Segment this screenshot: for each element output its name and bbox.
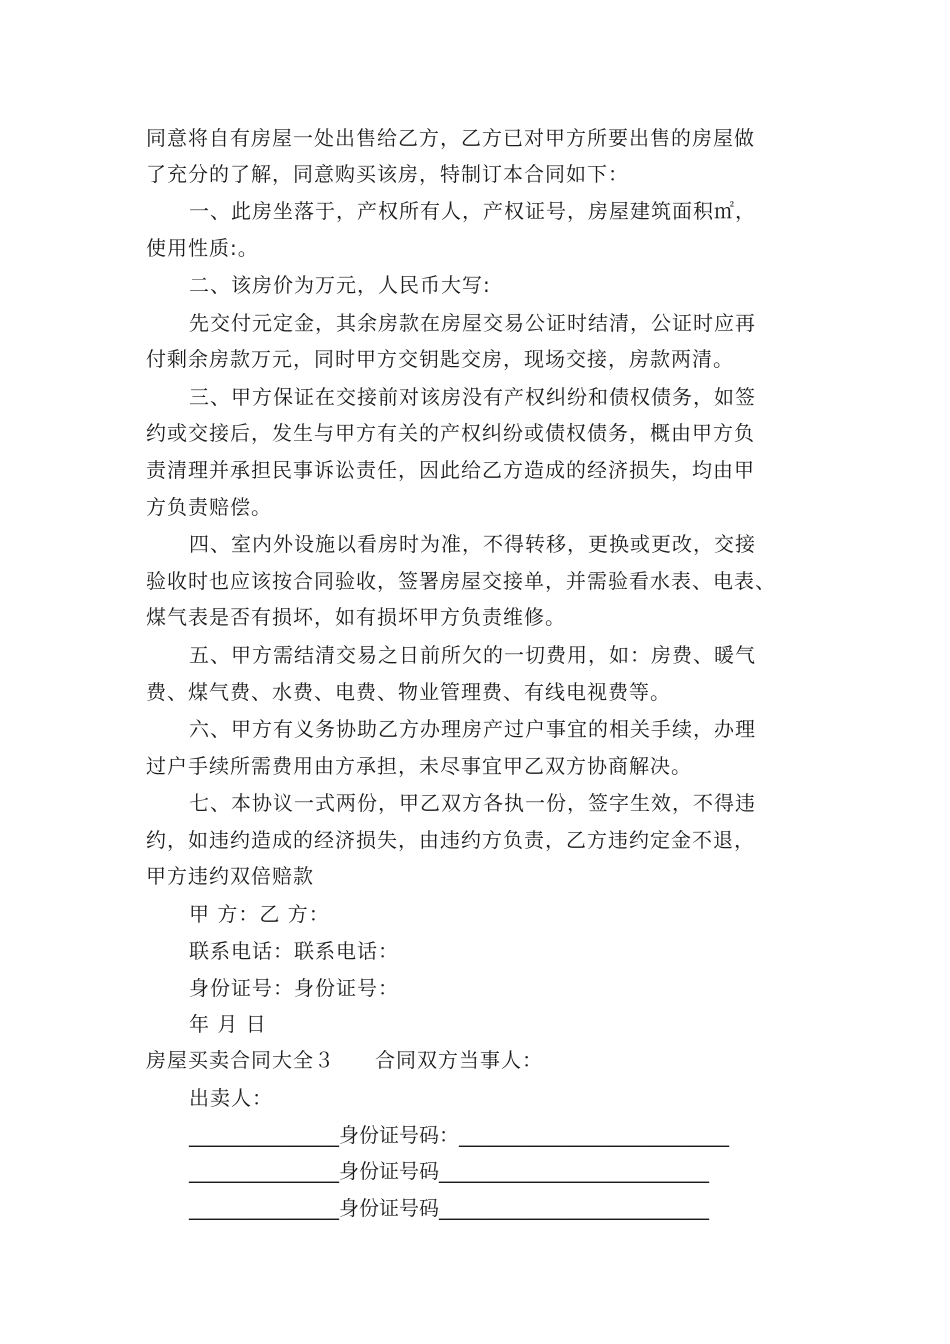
date-line: 年 月 日 (189, 1012, 267, 1036)
text-line: 验收时也应该按合同验收，签署房屋交接单，并需验看水表、电表、 (146, 569, 776, 593)
text-line: 约或交接后，发生与甲方有关的产权纠纷或债权债务，概由甲方负 (146, 421, 755, 445)
signature-row: _______________身份证号码___________________________ (189, 1159, 709, 1183)
party-line: 甲 方：乙 方： (189, 902, 330, 926)
text-line: 约，如违约造成的经济损失，由违约方负责，乙方违约定金不退， (146, 828, 755, 852)
text-line: 甲方违约双倍赔款 (146, 864, 314, 888)
text-line: 责清理并承担民事诉讼责任，因此给乙方造成的经济损失，均由甲 (146, 458, 755, 482)
text-line: 煤气表是否有损坏，如有损坏甲方负责维修。 (146, 605, 566, 629)
text-line: 过户手续所需费用由方承担，未尽事宜甲乙双方协商解决。 (146, 754, 692, 778)
clause-2-line: 二、该房价为万元，人民币大写: (189, 273, 491, 297)
text-line: 费、煤气费、水费、电费、物业管理费、有线电视费等。 (146, 680, 671, 704)
text-line: 同意将自有房屋一处出售给乙方，乙方已对甲方所要出售的房屋做 (146, 126, 755, 150)
phone-line: 联系电话：联系电话： (189, 939, 399, 963)
clause-4-line: 四、室内外设施以看房时为准，不得转移，更换或更改，交接 (189, 532, 756, 556)
section-subtitle: 合同双方当事人： (375, 1048, 543, 1072)
section-title: 房屋买卖合同大全３ (146, 1048, 335, 1072)
text-line: 了充分的了解，同意购买该房，特制订本合同如下： (146, 162, 629, 186)
seller-label: 出卖人： (189, 1086, 273, 1110)
clause-1-line: 一、此房坐落于，产权所有人，产权证号，房屋建筑面积㎡， (189, 199, 756, 223)
clause-3-line: 三、甲方保证在交接前对该房没有产权纠纷和债权债务，如签 (189, 385, 756, 409)
signature-row: _______________身份证号码：___________________________ (189, 1123, 729, 1147)
section-heading (146, 1047, 543, 1073)
clause-5-line: 五、甲方需结清交易之日前所欠的一切费用，如：房费、暖气 (189, 643, 756, 667)
signature-row: _______________身份证号码___________________________ (189, 1196, 709, 1220)
clause-6-line: 六、甲方有义务协助乙方办理房产过户事宜的相关手续，办理 (189, 717, 756, 741)
text-line: 使用性质:。 (146, 236, 259, 260)
text-line: 先交付元定金，其余房款在房屋交易公证时结清，公证时应再 (189, 311, 756, 335)
id-line: 身份证号：身份证号： (189, 976, 399, 1000)
text-line: 方负责赔偿。 (146, 495, 272, 519)
clause-7-line: 七、本协议一式两份，甲乙双方各执一份，签字生效，不得违 (189, 791, 756, 815)
text-line: 付剩余房款万元，同时甲方交钥匙交房，现场交接，房款两清。 (146, 347, 734, 371)
